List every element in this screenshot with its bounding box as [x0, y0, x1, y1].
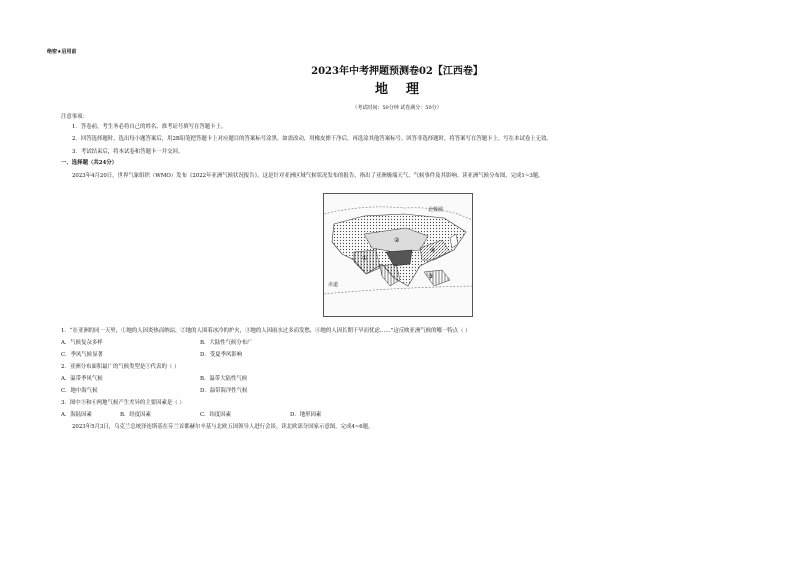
- q1-option-a: A．气候复杂多样: [61, 340, 103, 346]
- q3-option-c: C．纬度因素: [200, 412, 232, 418]
- q3-option-d: D．地形因素: [290, 412, 322, 418]
- section-intro: 2023年4月20日，世界气象组织（WMO）发布《2022年亚洲气候状况报告》。这是针对亚洲区域气候状况发布的报告，指出了亚洲极端天气、气候事件及其影响。读亚洲气候分布图，完成1~3题。: [72, 173, 544, 179]
- arctic-circle-label: 北极圈: [428, 207, 444, 213]
- q2-option-b: B．温带大陆性气候: [200, 376, 248, 382]
- section-intro-2: 2023年5月3日，乌克兰总统泽连斯基在芬兰首都赫尔辛基与北欧五国领导人进行会谈。读北欧部分国家示意图，完成4~6题。: [72, 424, 374, 430]
- secret-mark: 绝密★启用前: [47, 49, 77, 55]
- q3-option-a: A．海陆因素: [61, 412, 92, 418]
- zone-2-label: ②: [394, 237, 400, 244]
- q1-option-b: B．大陆性气候分布广: [200, 340, 253, 346]
- asia-climate-map: [323, 193, 473, 317]
- question-1-stem: 1．“在亚洲的同一天里，①地的人因炎热而纳凉，②地的人围着冰冷的炉火，③地的人因雨水过多而发愁，④地的人因长期干旱而忧虑……”这反映亚洲气候的哪一特点（ ）: [61, 328, 471, 334]
- question-3-stem: 3．图中③和⑥两地气候产生差异的主要因素是（ ）: [61, 400, 185, 406]
- zone-4-label: ④: [430, 247, 436, 254]
- zone-3-label: ③: [428, 273, 434, 280]
- q1-option-d: D．受夏季风影响: [200, 352, 243, 358]
- section-heading: 一、选择题（共24分）: [61, 160, 118, 166]
- subject-title: 地理: [374, 82, 437, 97]
- q2-option-d: D．温带海洋性气候: [200, 388, 248, 394]
- q3-option-b: B．经度因素: [120, 412, 151, 418]
- notice-heading: 注意事项：: [61, 114, 88, 120]
- exam-meta: （考试时间：50分钟 试卷满分：50分）: [352, 105, 442, 111]
- notice-item-3: 3．考试结束后，将本试卷和答题卡一并交回。: [72, 149, 184, 155]
- q2-option-a: A．温带季风气候: [61, 376, 103, 382]
- question-2-stem: 2．亚洲分布面积最广的气候类型是⑤代表的（ ）: [61, 364, 180, 370]
- exam-title: 2023年中考押题预测卷02【江西卷】: [311, 66, 483, 77]
- q1-option-c: C．季风气候显著: [61, 352, 103, 358]
- zone-1-label: ①: [362, 255, 368, 262]
- equator-label: 赤道: [328, 282, 339, 288]
- notice-item-2: 2．回答选择题时，选出每小题答案后，用2B铅笔把答题卡上对应题目的答案标号涂黑。如需改动，用橡皮擦干净后，再选涂其他答案标号。回答非选择题时，将答案写在答题卡上。写在本试卷上无效。: [72, 136, 552, 142]
- notice-item-1: 1．答卷前，考生务必将自己的姓名、准考证号填写在答题卡上。: [72, 124, 227, 130]
- asia-map-graphic: [324, 194, 472, 316]
- q2-option-c: C．地中海气候: [61, 388, 98, 394]
